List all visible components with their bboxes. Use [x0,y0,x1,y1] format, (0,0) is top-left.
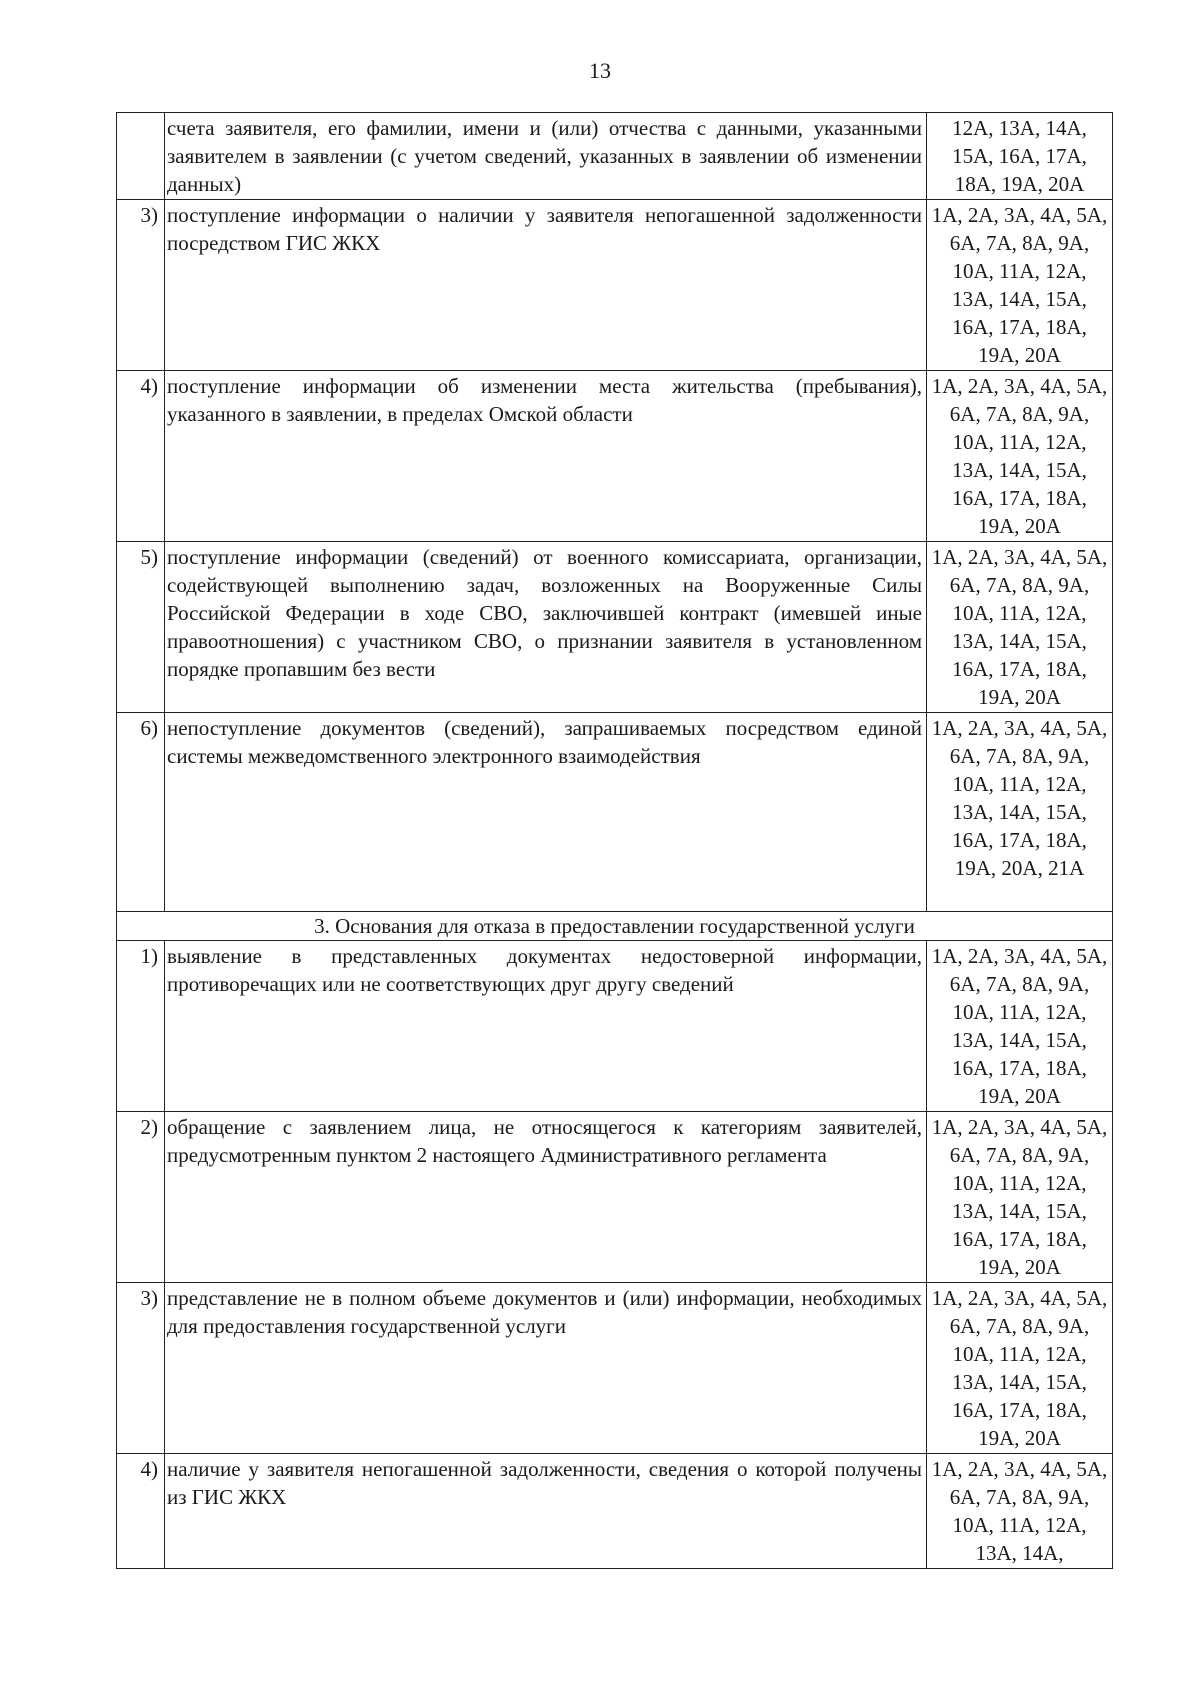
table-row [117,941,1113,1112]
row-codes: 1А, 2А, 3А, 4А, 5А, 6А, 7А, 8А, 9А, 10А, 11А, 12А, 13А, 14А, 15А, 16А, 17А, 18А, 19А, 20А [927,200,1113,371]
row-number: 4) [117,1454,165,1569]
row-number: 5) [117,542,165,713]
row-codes: 12А, 13А, 14А, 15А, 16А, 17А, 18А, 19А, 20А [927,113,1113,200]
table-row [117,371,1113,542]
row-number: 3) [117,1283,165,1454]
row-codes: 1А, 2А, 3А, 4А, 5А, 6А, 7А, 8А, 9А, 10А, 11А, 12А, 13А, 14А, [927,1454,1113,1569]
row-codes: 1А, 2А, 3А, 4А, 5А, 6А, 7А, 8А, 9А, 10А, 11А, 12А, 13А, 14А, 15А, 16А, 17А, 18А, 19А, 20А [927,941,1113,1112]
row-text: поступление информации (сведений) от военного комиссариата, организации, содействующей выполнению задач, возложенных на Вооруженные Силы Российской Федерации в ходе СВО, заключившей контракт (имевшей иные правоотношения) с участником СВО, о признании заявителя в установленном порядке пропавшим без вести [165,542,927,713]
section-heading-row [117,912,1113,941]
row-text: счета заявителя, его фамилии, имени и (или) отчества с данными, указанными заявителем в заявлении (с учетом сведений, указанных в заявлении об изменении данных) [165,113,927,200]
table-row [117,1454,1113,1569]
row-text: представление не в полном объеме документов и (или) информации, необходимых для предоставления государственной услуги [165,1283,927,1454]
grounds-table [116,112,1113,1569]
row-number: 3) [117,200,165,371]
row-codes: 1А, 2А, 3А, 4А, 5А, 6А, 7А, 8А, 9А, 10А, 11А, 12А, 13А, 14А, 15А, 16А, 17А, 18А, 19А, 20А [927,1283,1113,1454]
page-number: 13 [589,58,611,83]
table-row [117,200,1113,371]
row-text: наличие у заявителя непогашенной задолженности, сведения о которой получены из ГИС ЖКХ [165,1454,927,1569]
row-codes: 1А, 2А, 3А, 4А, 5А, 6А, 7А, 8А, 9А, 10А, 11А, 12А, 13А, 14А, 15А, 16А, 17А, 18А, 19А, 20А [927,371,1113,542]
row-codes: 1А, 2А, 3А, 4А, 5А, 6А, 7А, 8А, 9А, 10А, 11А, 12А, 13А, 14А, 15А, 16А, 17А, 18А, 19А, 20А, 21А [927,713,1113,912]
row-codes: 1А, 2А, 3А, 4А, 5А, 6А, 7А, 8А, 9А, 10А, 11А, 12А, 13А, 14А, 15А, 16А, 17А, 18А, 19А, 20А [927,542,1113,713]
table-row [117,113,1113,200]
table-row [117,713,1113,912]
row-number: 2) [117,1112,165,1283]
section-heading: 3. Основания для отказа в предоставлении государственной услуги [117,912,1113,941]
row-text: поступление информации об изменении места жительства (пребывания), указанного в заявлении, в пределах Омской области [165,371,927,542]
row-number: 4) [117,371,165,542]
row-number: 6) [117,713,165,912]
row-text: обращение с заявлением лица, не относящегося к категориям заявителей, предусмотренным пунктом 2 настоящего Административного регламента [165,1112,927,1283]
row-codes: 1А, 2А, 3А, 4А, 5А, 6А, 7А, 8А, 9А, 10А, 11А, 12А, 13А, 14А, 15А, 16А, 17А, 18А, 19А, 20А [927,1112,1113,1283]
row-text: выявление в представленных документах недостоверной информации, противоречащих или не соответствующих друг другу сведений [165,941,927,1112]
row-number: 1) [117,941,165,1112]
table-row [117,1283,1113,1454]
row-text: поступление информации о наличии у заявителя непогашенной задолженности посредством ГИС ЖКХ [165,200,927,371]
table-row [117,1112,1113,1283]
row-number [117,113,165,200]
row-text: непоступление документов (сведений), запрашиваемых посредством единой системы межведомственного электронного взаимодействия [165,713,927,912]
table-row [117,542,1113,713]
